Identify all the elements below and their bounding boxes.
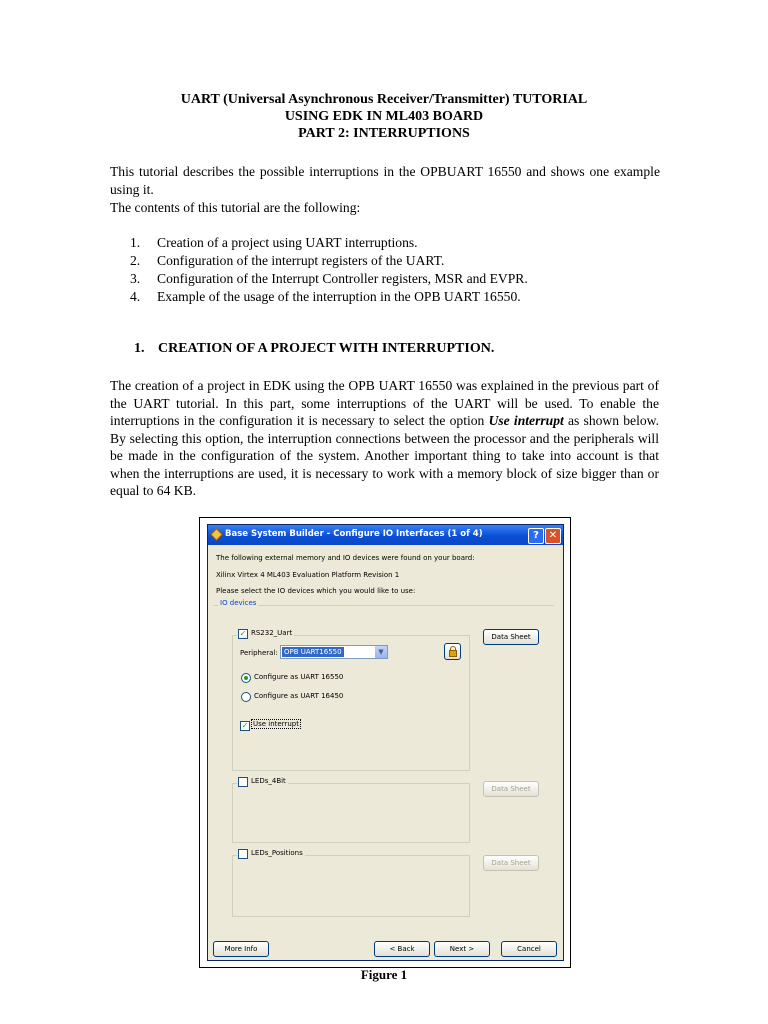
uart16550-radio[interactable]	[241, 673, 251, 683]
back-button[interactable]: < Back	[374, 941, 430, 957]
contents-item: 4. Example of the usage of the interruption in the OPB UART 16550.	[130, 289, 521, 304]
board-name: Xilinx Virtex 4 ML403 Evaluation Platform Revision 1	[216, 571, 400, 579]
bsb-dialog	[207, 524, 564, 961]
use-interrupt-checkbox[interactable]: ✓	[241, 721, 249, 730]
close-button[interactable]: ✕	[545, 528, 561, 544]
peripheral-select[interactable]	[280, 645, 388, 659]
dialog-info-line: The following external memory and IO devices were found on your board:	[216, 554, 475, 562]
use-interrupt-label[interactable]: Use interrupt	[253, 720, 299, 728]
figure-caption: Figure 1	[360, 967, 408, 982]
rs232-label: ✓ RS232_Uart	[237, 629, 294, 637]
leds4bit-label: LEDs_4Bit	[237, 777, 288, 785]
leds4bit-datasheet-button[interactable]: Data Sheet	[483, 781, 539, 797]
peripheral-label: Peripheral:	[240, 649, 278, 657]
section-body: The creation of a project in EDK using the OPB UART 16550 was explained in the previous part of the UART tutorial. In this part, some interruptions of the UART will be used. To enable the interruptions in the configuration it is necessary to select the option Use interrupt as shown below. By selecting this option, the interruption connections between the processor and the peripherals will be made in the configuration of the system. Another important thing to take into account is that when the interruptions are used, it is necessary to work with a memory block of size bigger than or equal to 64 KB.	[110, 378, 659, 498]
rs232-datasheet-button[interactable]: Data Sheet	[483, 629, 539, 645]
doc-title-line1: UART (Universal Asynchronous Receiver/Transmitter) TUTORIAL	[180, 92, 588, 107]
rs232-checkbox[interactable]: ✓	[239, 629, 247, 638]
more-info-button[interactable]: More Info	[213, 941, 269, 957]
section-heading: 1. CREATION OF A PROJECT WITH INTERRUPTION.	[134, 341, 495, 356]
doc-title-line2: USING EDK IN ML403 BOARD	[284, 109, 484, 124]
ledspositions-checkbox[interactable]	[238, 849, 248, 859]
leds4bit-checkbox[interactable]	[238, 777, 248, 787]
io-devices-label: IO devices	[220, 599, 257, 607]
ledspositions-label: LEDs_Positions	[237, 849, 305, 857]
uart16450-label: Configure as UART 16450	[254, 692, 344, 700]
next-button[interactable]: Next >	[434, 941, 490, 957]
contents-item: 3. Configuration of the Interrupt Controller registers, MSR and EVPR.	[130, 271, 528, 286]
leds4bit-group	[232, 783, 470, 843]
dialog-titlebar[interactable]	[208, 525, 563, 545]
uart16450-radio[interactable]	[241, 692, 251, 702]
dialog-instruction: Please select the IO devices which you would like to use:	[216, 587, 416, 595]
peripheral-value: OPB UART16550	[284, 648, 342, 656]
chevron-down-icon[interactable]: ▼	[375, 646, 387, 658]
ledspositions-datasheet-button[interactable]: Data Sheet	[483, 855, 539, 871]
app-icon	[210, 528, 223, 541]
help-button[interactable]: ?	[528, 528, 544, 544]
uart16550-label: Configure as UART 16550	[254, 673, 344, 681]
contents-item: 1. Creation of a project using UART interruptions.	[130, 235, 418, 250]
intro-contents-lead: The contents of this tutorial are the following:	[110, 200, 361, 215]
cancel-button[interactable]: Cancel	[501, 941, 557, 957]
lock-icon[interactable]	[444, 643, 461, 660]
ledspositions-group	[232, 855, 470, 917]
doc-title-line3: PART 2: INTERRUPTIONS	[298, 126, 470, 141]
intro-paragraph: This tutorial describes the possible interruptions in the OPBUART 16550 and shows one example using it.	[110, 164, 660, 197]
contents-item: 2. Configuration of the interrupt registers of the UART.	[130, 253, 445, 268]
dialog-title: Base System Builder - Configure IO Interfaces (1 of 4)	[225, 529, 483, 539]
